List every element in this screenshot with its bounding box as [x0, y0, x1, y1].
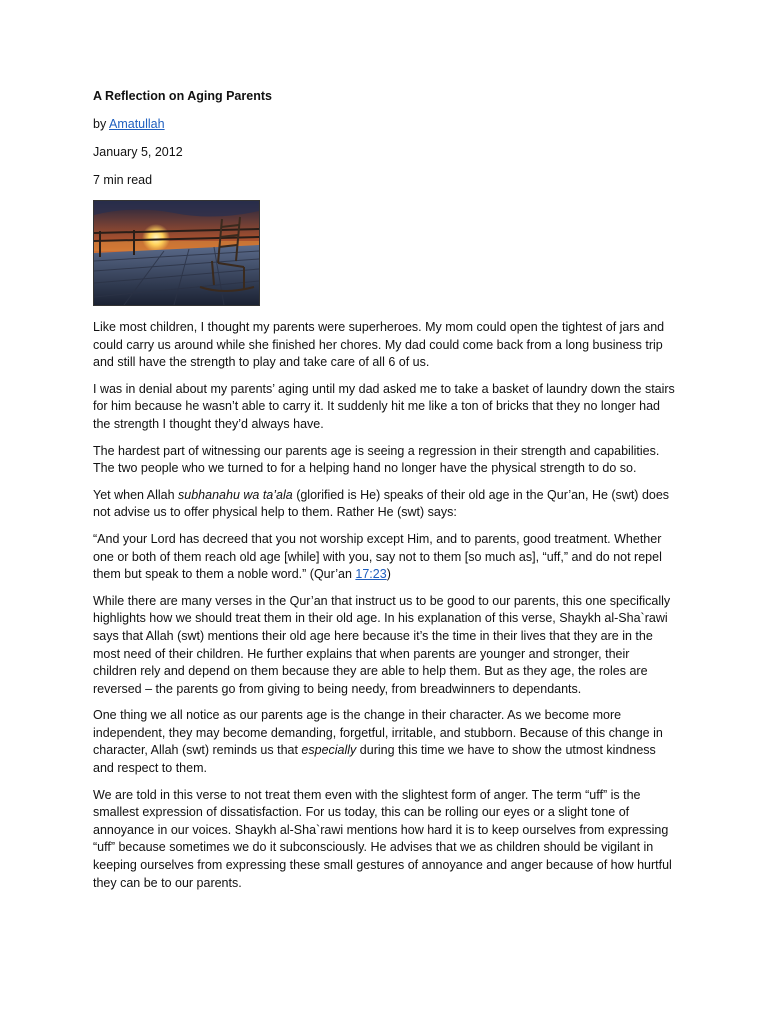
- paragraph-2: I was in denial about my parents’ aging until my dad asked me to take a basket of laundry down the stairs for him because he wasn’t able to carry it. It suddenly hit me like a ton of bricks that they no longer had the strength I thought they’d always have.: [93, 381, 675, 431]
- paragraph-5-text-a: “And your Lord has decreed that you not worship except Him, and to parents, good treatment. Whether one or both of them reach old age [while] with you, say not to them [so much as], “uff,” and do not repel them but speak to them a noble word.” (Qur’an: [93, 531, 662, 582]
- rocking-chair-sunset-image: [93, 200, 260, 306]
- paragraph-6: While there are many verses in the Qur’an that instruct us to be good to our parents, this one specifically highlights how we should treat them in their old age. In his explanation of this verse, Shaykh al-Sha`rawi says that Allah (swt) mentions their old age here because it’s the time in their lives that they are in the most need of their children. He further explains that when parents are younger and stronger, their children rely and depend on them because they are able to help them. But as they age, the roles are reversed – the parents go from giving to being needy, from breadwinners to dependants.: [93, 593, 671, 696]
- paragraph-4-text-b: (glorified is He) speaks of their old age in the Qur’an, He (swt) does not advise us to offer physical help to them. Rather He (swt) says:: [93, 487, 670, 520]
- article-date: January 5, 2012: [93, 145, 183, 159]
- paragraph-7-italic: especially: [301, 743, 357, 758]
- paragraph-5-text-b: ): [386, 567, 391, 582]
- paragraph-7-text-b: during this time we have to show the utmost kindness and respect to them.: [93, 743, 656, 776]
- paragraph-7-text-a: One thing we all notice as our parents age is the change in their character. As we become more independent, they may become demanding, forgetful, irritable, and stubborn. Because of this change in character, Allah (swt) reminds us that: [93, 708, 663, 758]
- byline: [93, 116, 676, 132]
- paragraph-8: We are told in this verse to not treat them even with the slightest form of anger. The term “uff” is the smallest expression of dissatisfaction. For us today, this can be rolling our eyes or a slight tone of annoyance in our voices. Shaykh al-Sha`rawi mentions how hard it is to keep ourselves from expressing “uff” because sometimes we do it subconsciously. He advises that we as children should be vigilant in keeping ourselves from expressing these small gestures of annoyance and anger because of how hurtful they can be to our parents.: [93, 787, 672, 890]
- paragraph-4: [93, 487, 676, 522]
- paragraph-3: The hardest part of witnessing our parents age is seeing a regression in their strength and capabilities. The two people who we turned to for a helping hand no longer have the physical strength to do so.: [93, 443, 660, 476]
- paragraph-7: [93, 707, 676, 777]
- author-link[interactable]: Amatullah: [109, 117, 165, 131]
- byline-prefix: by: [93, 117, 107, 131]
- quran-verse-link[interactable]: 17:23: [355, 567, 387, 582]
- paragraph-5-quote: [93, 531, 676, 584]
- paragraph-1: Like most children, I thought my parents were superheroes. My mom could open the tightest of jars and could carry us around while she finished her chores. My dad could come back from a long business trip and still have the strength to play and take care of all 6 of us.: [93, 320, 665, 370]
- paragraph-4-italic: subhanahu wa ta’ala: [178, 487, 293, 502]
- read-time: 7 min read: [93, 173, 153, 187]
- paragraph-4-text-a: Yet when Allah: [93, 487, 179, 502]
- article-title: A Reflection on Aging Parents: [93, 89, 272, 103]
